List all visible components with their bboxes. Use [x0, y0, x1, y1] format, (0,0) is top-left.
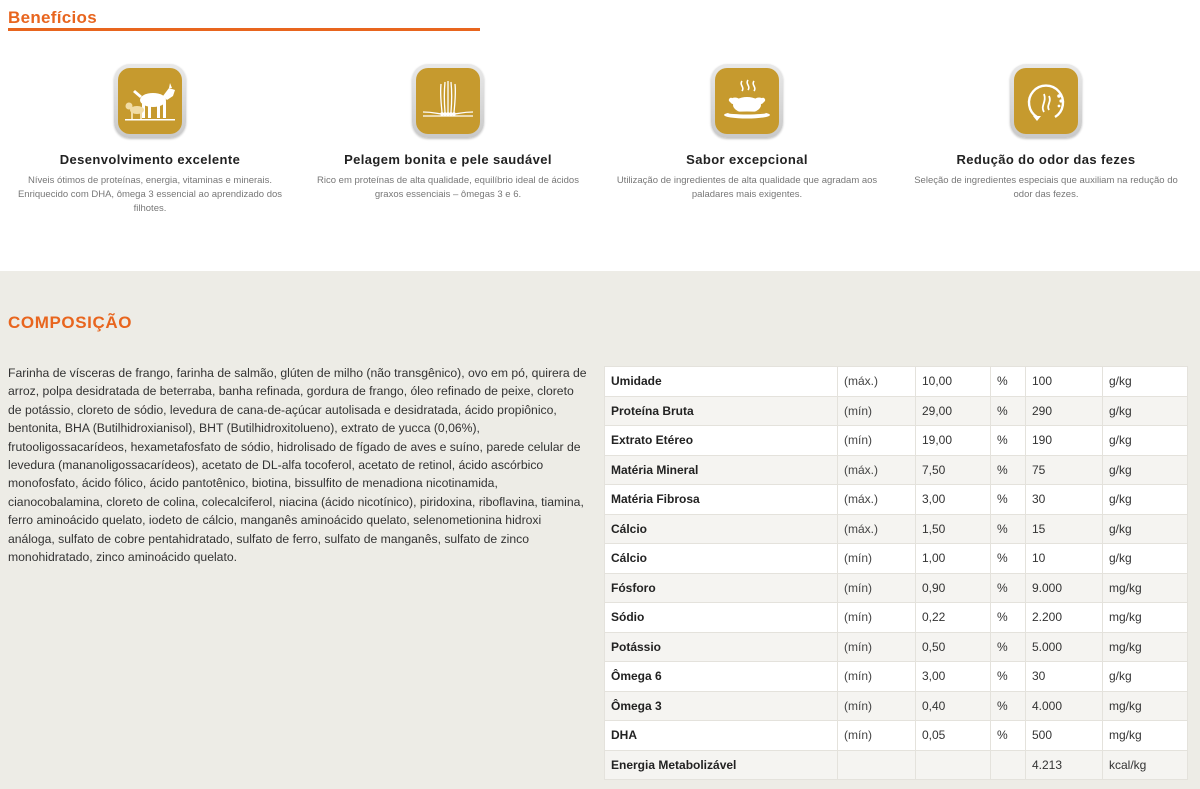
composition-section [0, 271, 1200, 789]
table-row [605, 691, 1188, 721]
percent-sign [991, 750, 1026, 780]
nutrient-amount: 290 [1026, 396, 1103, 426]
nutrient-unit: mg/kg [1103, 603, 1188, 633]
nutrition-table [604, 366, 1188, 780]
nutrient-unit: mg/kg [1103, 691, 1188, 721]
nutrient-percent-value: 0,05 [916, 721, 991, 751]
nutrient-amount: 190 [1026, 426, 1103, 456]
nutrient-qualifier: (mín) [838, 426, 916, 456]
table-row [605, 514, 1188, 544]
nutrient-percent-value: 0,22 [916, 603, 991, 633]
nutrient-unit: g/kg [1103, 514, 1188, 544]
table-row [605, 632, 1188, 662]
percent-sign: % [991, 662, 1026, 692]
nutrient-name: DHA [605, 721, 838, 751]
benefit-description: Seleção de ingredientes especiais que auxiliam na redução do odor das fezes. [914, 175, 1178, 200]
percent-sign: % [991, 485, 1026, 515]
table-row [605, 485, 1188, 515]
nutrient-name: Ômega 3 [605, 691, 838, 721]
nutrient-amount: 2.200 [1026, 603, 1103, 633]
nutrient-amount: 10 [1026, 544, 1103, 574]
nutrient-percent-value: 1,50 [916, 514, 991, 544]
percent-sign: % [991, 573, 1026, 603]
benefit-card-odor [896, 64, 1196, 202]
table-row [605, 396, 1188, 426]
nutrient-percent-value [916, 750, 991, 780]
table-row [605, 603, 1188, 633]
nutrient-name: Fósforo [605, 573, 838, 603]
nutrient-unit: g/kg [1103, 485, 1188, 515]
roast-chicken-icon [711, 64, 783, 138]
nutrient-qualifier: (mín) [838, 396, 916, 426]
nutrient-qualifier: (mín) [838, 721, 916, 751]
nutrient-qualifier: (máx.) [838, 455, 916, 485]
percent-sign: % [991, 367, 1026, 397]
benefit-title: Pelagem bonita e pele saudável [344, 152, 552, 167]
nutrient-qualifier: (mín) [838, 603, 916, 633]
nutrient-amount: 4.213 [1026, 750, 1103, 780]
nutrient-name: Ômega 6 [605, 662, 838, 692]
table-row [605, 544, 1188, 574]
nutrient-amount: 15 [1026, 514, 1103, 544]
nutrient-name: Cálcio [605, 544, 838, 574]
nutrient-percent-value: 0,90 [916, 573, 991, 603]
benefits-underline [8, 28, 480, 31]
percent-sign: % [991, 544, 1026, 574]
composition-title: COMPOSIÇÃO [8, 313, 133, 332]
percent-sign: % [991, 721, 1026, 751]
benefit-description: Níveis ótimos de proteínas, energia, vitaminas e minerais. Enriquecido com DHA, ômega 3 essencial ao aprendizado dos filhotes. [17, 175, 283, 214]
hair-skin-icon [412, 64, 484, 138]
table-row [605, 367, 1188, 397]
nutrient-unit: mg/kg [1103, 573, 1188, 603]
nutrient-percent-value: 3,00 [916, 485, 991, 515]
nutrient-amount: 5.000 [1026, 632, 1103, 662]
benefits-section [0, 0, 1200, 271]
benefit-description: Rico em proteínas de alta qualidade, equilíbrio ideal de ácidos graxos essenciais – ômegas 3 e 6. [317, 175, 579, 200]
nutrient-percent-value: 3,00 [916, 662, 991, 692]
nutrient-name: Proteína Bruta [605, 396, 838, 426]
percent-sign: % [991, 396, 1026, 426]
benefit-description: Utilização de ingredientes de alta qualidade que agradam aos paladares mais exigentes. [616, 175, 878, 200]
nutrient-amount: 75 [1026, 455, 1103, 485]
table-row [605, 573, 1188, 603]
dog-puppy-icon [114, 64, 186, 138]
nutrient-percent-value: 7,50 [916, 455, 991, 485]
percent-sign: % [991, 426, 1026, 456]
benefit-card-coat [298, 64, 598, 202]
nutrient-unit: g/kg [1103, 396, 1188, 426]
table-row [605, 426, 1188, 456]
nutrient-name: Sódio [605, 603, 838, 633]
nutrient-percent-value: 0,40 [916, 691, 991, 721]
nutrient-name: Cálcio [605, 514, 838, 544]
nutrient-name: Umidade [605, 367, 838, 397]
benefits-title: Benefícios [8, 8, 97, 27]
nutrient-amount: 9.000 [1026, 573, 1103, 603]
table-row [605, 750, 1188, 780]
nutrient-qualifier: (mín) [838, 544, 916, 574]
percent-sign: % [991, 632, 1026, 662]
nutrient-amount: 4.000 [1026, 691, 1103, 721]
nutrient-qualifier: (máx.) [838, 367, 916, 397]
nutrient-qualifier: (mín) [838, 662, 916, 692]
nutrient-name: Extrato Etéreo [605, 426, 838, 456]
nutrient-percent-value: 10,00 [916, 367, 991, 397]
nutrient-unit: mg/kg [1103, 721, 1188, 751]
nutrient-amount: 100 [1026, 367, 1103, 397]
nutrient-qualifier: (mín) [838, 691, 916, 721]
table-row [605, 662, 1188, 692]
table-row [605, 721, 1188, 751]
composition-ingredients-text: Farinha de vísceras de frango, farinha de salmão, glúten de milho (não transgênico), ovo em pó, quirera de arroz, polpa desidratada de beterraba, banha refinada, gordura de frango, óleo refinado de peixe, cloreto de potássio, cloreto de sódio, levedura de cana-de-açúcar autolisada e desidratada, ácido propiônico, bentonita, BHA (Butilhidroxianisol), BHT (Butilhidroxitolueno), extrato de yucca (0,06%), frutooligossacarídeos, hexametafosfato de sódio, hidrolisado de fígado de aves e suíno, parede celular de levedura (mananoligossacarídeos), acetato de DL-alfa tocoferol, acetato de retinol, ácido ascórbico monofosfato, ácido fólico, ácido pantotênico, biotina, bissulfito de menadiona nicotinamida, cianocobalamina, cloreto de colina, colecalciferol, niacina (ácido nicotínico), piridoxina, riboflavina, tiamina, ferro aminoácido quelato, iodeto de cálcio, manganês aminoácido quelato, selenometionina hidroxi análoga, sulfato de cobre pentahidratado, sulfato de ferro, sulfato de manganês, sulfato de zinco monohidratado, zinco aminoácido quelato. [8, 366, 587, 565]
nutrient-percent-value: 0,50 [916, 632, 991, 662]
nutrient-unit: mg/kg [1103, 632, 1188, 662]
benefit-card-development [0, 64, 300, 216]
nutrient-amount: 30 [1026, 662, 1103, 692]
nutrient-name: Potássio [605, 632, 838, 662]
nutrient-qualifier: (mín) [838, 632, 916, 662]
nutrient-unit: kcal/kg [1103, 750, 1188, 780]
nutrient-unit: g/kg [1103, 426, 1188, 456]
nutrient-qualifier: (mín) [838, 573, 916, 603]
table-row [605, 455, 1188, 485]
percent-sign: % [991, 514, 1026, 544]
benefit-title: Redução do odor das fezes [956, 152, 1136, 167]
benefit-title: Sabor excepcional [686, 152, 808, 167]
percent-sign: % [991, 455, 1026, 485]
nutrient-amount: 30 [1026, 485, 1103, 515]
nutrient-unit: g/kg [1103, 367, 1188, 397]
benefit-title: Desenvolvimento excelente [59, 152, 241, 167]
nutrient-name: Energia Metabolizável [605, 750, 838, 780]
benefit-card-flavor [597, 64, 897, 202]
nutrient-percent-value: 29,00 [916, 396, 991, 426]
nutrient-percent-value: 19,00 [916, 426, 991, 456]
nutrient-amount: 500 [1026, 721, 1103, 751]
nutrient-qualifier: (máx.) [838, 485, 916, 515]
odor-reduction-icon [1010, 64, 1082, 138]
nutrient-unit: g/kg [1103, 662, 1188, 692]
percent-sign: % [991, 603, 1026, 633]
nutrient-name: Matéria Fibrosa [605, 485, 838, 515]
percent-sign: % [991, 691, 1026, 721]
nutrient-unit: g/kg [1103, 544, 1188, 574]
nutrient-qualifier: (máx.) [838, 514, 916, 544]
nutrient-name: Matéria Mineral [605, 455, 838, 485]
nutrient-unit: g/kg [1103, 455, 1188, 485]
nutrient-percent-value: 1,00 [916, 544, 991, 574]
nutrient-qualifier [838, 750, 916, 780]
